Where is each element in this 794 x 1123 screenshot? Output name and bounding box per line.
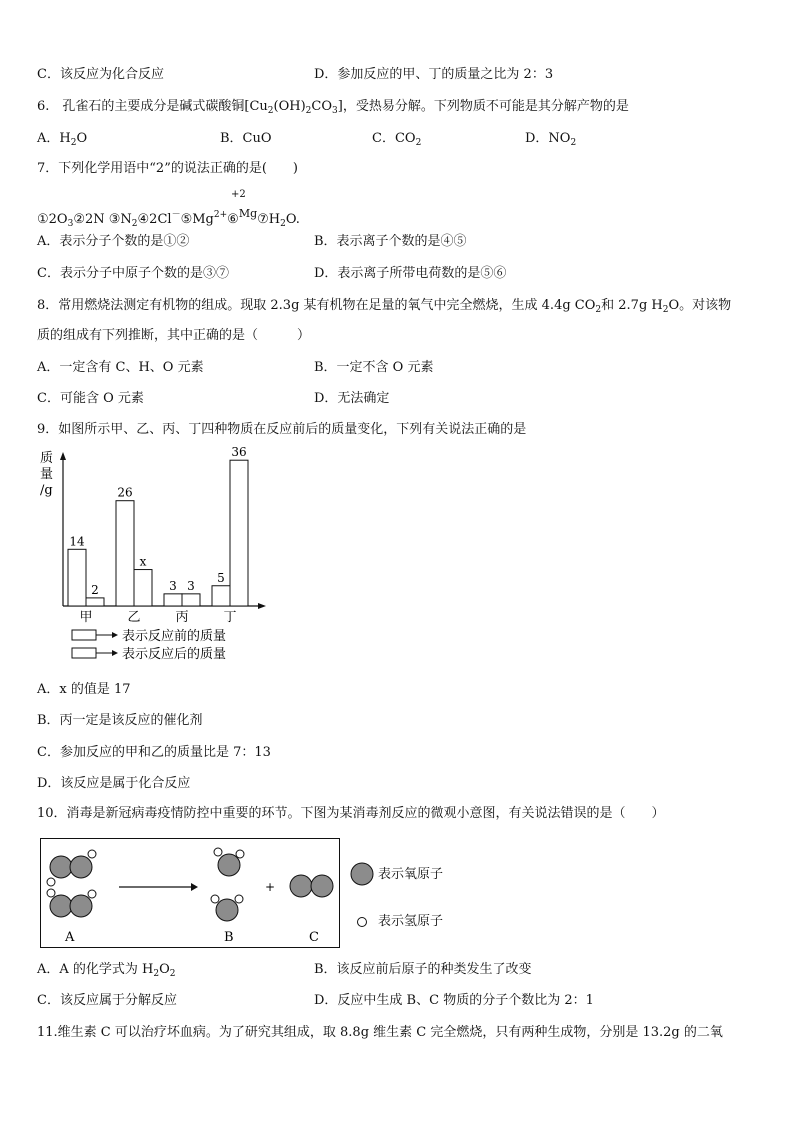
q8-option-c: C．可能含 O 元素 [37,391,144,406]
plus-sign: + [265,880,276,894]
y-axis-label-char: 量 [40,467,54,482]
category-label-4: 丁 [223,610,237,625]
q10-option-a: A．A 的化学式为 $H_2O_2$ [37,962,176,979]
molecule-b-bottom [211,895,243,921]
q8-option-a: A．一定含有 C、H、O 元素 [37,360,204,375]
q7-option-c: C．表示分子中原子个数的是③⑦ [37,266,229,281]
q7-option-d: D．表示离子所带电荷数的是⑤⑥ [314,266,507,281]
reaction-microscopic-diagram [41,839,338,946]
q7-option-a: A．表示分子个数的是①② [37,234,190,249]
molecule-b-top [214,848,244,876]
y-axis-arrow [60,452,66,460]
q10-option-b: B．该反应前后原子的种类发生了改变 [314,962,532,977]
bar-after-2 [134,570,152,606]
category-label-3: 丙 [175,610,189,625]
bar-before-1 [68,549,86,606]
q9-option-a: A．x 的值是 17 [37,682,131,697]
oxygen-atom-icon [350,862,374,886]
legend-label-2: 表示反应后的质量 [122,647,227,662]
bar-before-2 [116,501,134,606]
category-label-2: 乙 [127,610,141,625]
legend-oxygen: 表示氧原子 [378,867,444,882]
label-c: C [309,930,319,945]
y-axis-label-char: 质 [40,451,54,466]
bar-label-before-1: 14 [69,534,85,549]
q6-option-c: C．$CO_2$ [372,131,422,148]
category-label-1: 甲 [79,610,93,625]
q10-stem: 10．消毒是新冠病毒疫情防控中重要的环节。下图为某消毒剂反应的微观小意图，有关说法错误的是（ ） [37,806,665,821]
q8-stem-line2: 质的组成有下列推断，其中正确的是（ ） [37,328,311,343]
q5-option-c: C．该反应为化合反应 [37,67,164,82]
q10-option-c: C．该反应属于分解反应 [37,993,177,1008]
legend-hydrogen: 表示氢原子 [378,914,444,929]
bar-label-after-1: 2 [91,582,99,597]
q10-option-d: D．反应中生成 B、C 物质的分子个数比为 2：1 [314,993,594,1008]
molecule-c [290,875,333,897]
bar-label-after-4: 36 [231,445,247,460]
q8-option-d: D．无法确定 [314,391,390,406]
legend-arrow-head-2 [112,650,118,656]
label-a: A [65,930,75,945]
bar-label-before-3: 3 [169,578,177,593]
legend-label-1: 表示反应前的质量 [122,629,227,644]
bar-after-1 [86,598,104,606]
molecule-diagram-box [40,838,340,948]
legend-box-2 [72,648,96,658]
hydrogen-atom-icon [356,916,368,928]
bar-label-before-2: 26 [117,485,133,500]
q7-stem: 7．下列化学用语中“2”的说法正确的是( ) [37,161,298,176]
bar-before-3 [164,594,182,606]
bar-before-4 [212,586,230,606]
q9-option-c: C．参加反应的甲和乙的质量比是 7：13 [37,745,271,760]
q6-option-b: B．CuO [220,131,272,146]
q7-expressions: $①2O_3②2N$ $③N_2④2Cl^-⑤Mg^{2+}⑥^{Mg}⑦H_2O$. [37,207,300,229]
q5-option-d: D．参加反应的甲、丁的质量之比为 2：3 [314,67,554,82]
q8-stem-line1: 8．常用燃烧法测定有机物的组成。现取 2.3g 某有机物在足量的氧气中完全燃烧，生成 4.4g $CO_2$和 2.7g $H_2O$。对该物 [37,298,732,315]
q9-stem: 9．如图所示甲、乙、丙、丁四种物质在反应前后的质量变化，下列有关说法正确的是 [37,422,527,437]
q9-option-b: B．丙一定是该反应的催化剂 [37,713,203,728]
q8-option-b: B．一定不含 O 元素 [314,360,434,375]
x-axis-arrow [258,603,266,609]
q6-stem: 6. 孔雀石的主要成分是碱式碳酸铜$[Cu_2(OH)_2CO_3]$，受热易分解。下列物质不可能是其分解产物的是 [37,99,629,116]
q9-option-d: D．该反应是属于化合反应 [37,776,191,791]
q11-stem: 11.维生素 C 可以治疗坏血病。为了研究其组成，取 8.8g 维生素 C 完全燃烧，只有两种生成物，分别是 13.2g 的二氧 [37,1025,723,1040]
bar-label-before-4: 5 [217,570,225,585]
bar-after-4 [230,460,248,606]
label-b: B [224,930,234,945]
molecule-a-top [47,850,96,886]
legend-box-1 [72,630,96,640]
q7-valence-plus2: +2 [231,189,246,200]
q6-option-d: D．$NO_2$ [525,131,577,148]
bar-label-after-2: x [139,554,147,569]
y-axis-label-char: /g [40,483,53,498]
mass-bar-chart [30,444,290,676]
bar-after-3 [182,594,200,606]
bar-label-after-3: 3 [187,578,195,593]
molecule-a-bottom [47,889,96,917]
reaction-arrow [119,883,198,891]
q6-option-a: A．$H_2O$ [37,131,88,148]
q7-option-b: B．表示离子个数的是④⑤ [314,234,467,249]
legend-arrow-head-1 [112,632,118,638]
